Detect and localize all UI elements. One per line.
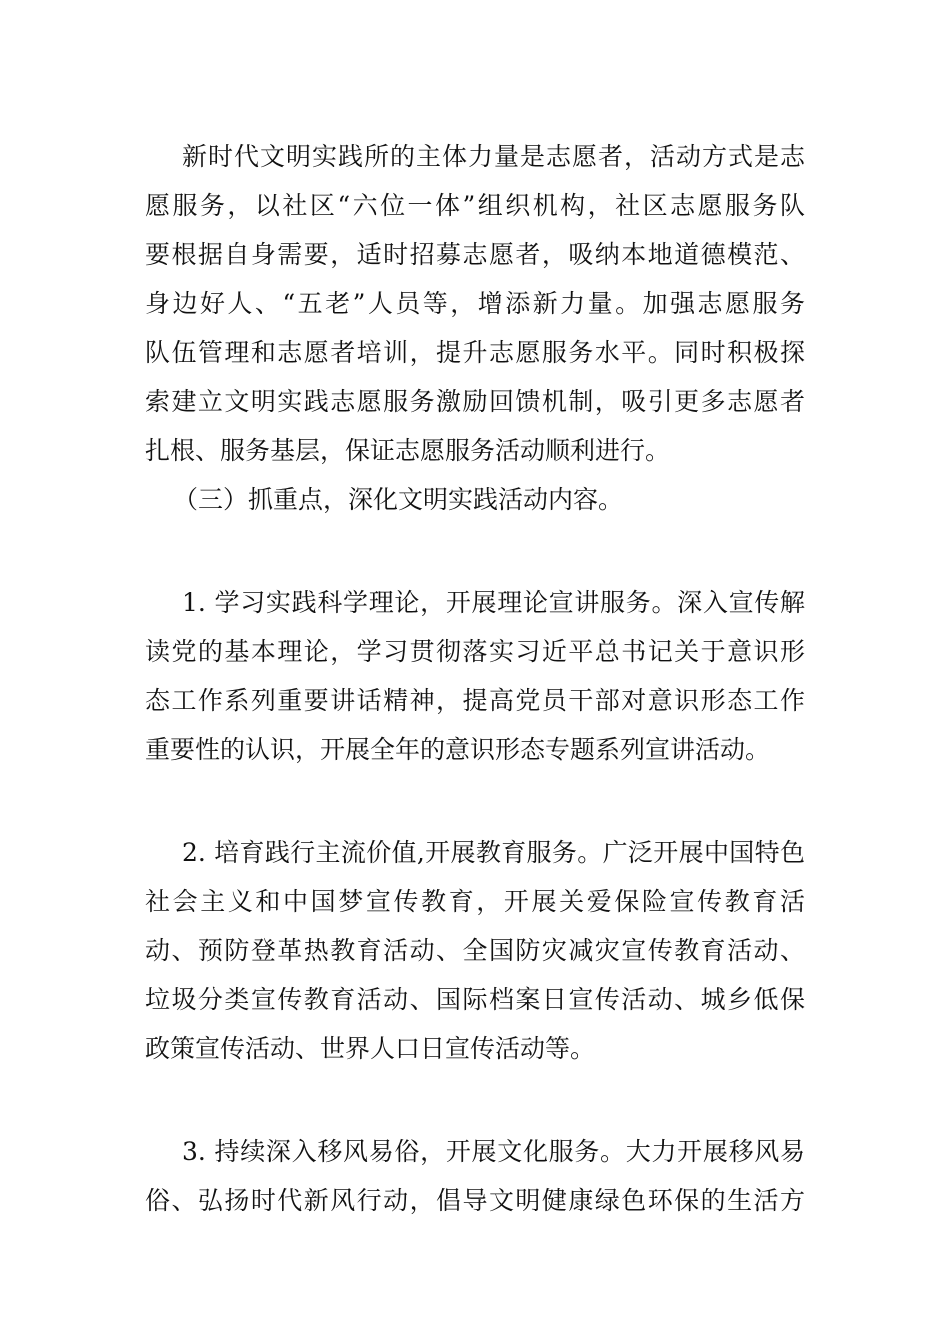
paragraph-line: 2. 培育践行主流价值,开展教育服务。广泛开展中国特色 — [182, 838, 805, 867]
paragraph-line: 重要性的认识，开展全年的意识形态专题系列宣讲活动。 — [145, 735, 771, 764]
paragraph-item-2 — [145, 828, 805, 1073]
spacer — [145, 1073, 805, 1127]
paragraph-line: 俗、弘扬时代新风行动，倡导文明健康绿色环保的生活方 — [145, 1186, 805, 1215]
section-heading: （三）抓重点，深化文明实践活动内容。 — [173, 485, 624, 514]
paragraph-line: 政策宣传活动、世界人口日宣传活动等。 — [145, 1034, 596, 1063]
paragraph-line: 新时代文明实践所的主体力量是志愿者，活动方式是志 — [182, 142, 805, 171]
paragraph-line: 动、预防登革热教育活动、全国防灾减灾宣传教育活动、 — [145, 936, 805, 965]
paragraph-item-3 — [145, 1127, 805, 1225]
paragraph-line: 3. 持续深入移风易俗，开展文化服务。大力开展移风易 — [182, 1137, 805, 1166]
paragraph-line: 队伍管理和志愿者培训，提升志愿服务水平。同时积极探 — [145, 338, 805, 367]
document-body — [145, 132, 805, 1225]
paragraph-volunteers — [145, 132, 805, 475]
paragraph-line: 垃圾分类宣传教育活动、国际档案日宣传活动、城乡低保 — [145, 985, 805, 1014]
paragraph-line: 愿服务，以社区“六位一体”组织机构，社区志愿服务队 — [145, 191, 805, 220]
paragraph-line: 身边好人、“五老”人员等，增添新力量。加强志愿服务 — [145, 289, 805, 318]
paragraph-line: 态工作系列重要讲话精神，提高党员干部对意识形态工作 — [145, 686, 805, 715]
paragraph-line: 1. 学习实践科学理论，开展理论宣讲服务。深入宣传解 — [182, 588, 805, 617]
paragraph-line: 扎根、服务基层，保证志愿服务活动顺利进行。 — [145, 436, 671, 465]
paragraph-line: 要根据自身需要，适时招募志愿者，吸纳本地道德模范、 — [145, 240, 805, 269]
spacer — [145, 774, 805, 828]
spacer — [145, 524, 805, 578]
paragraph-item-1 — [145, 578, 805, 774]
paragraph-line: 索建立文明实践志愿服务激励回馈机制，吸引更多志愿者 — [145, 387, 805, 416]
paragraph-line: 读党的基本理论，学习贯彻落实习近平总书记关于意识形 — [145, 637, 805, 666]
paragraph-line: 社会主义和中国梦宣传教育，开展关爱保险宣传教育活 — [145, 887, 805, 916]
